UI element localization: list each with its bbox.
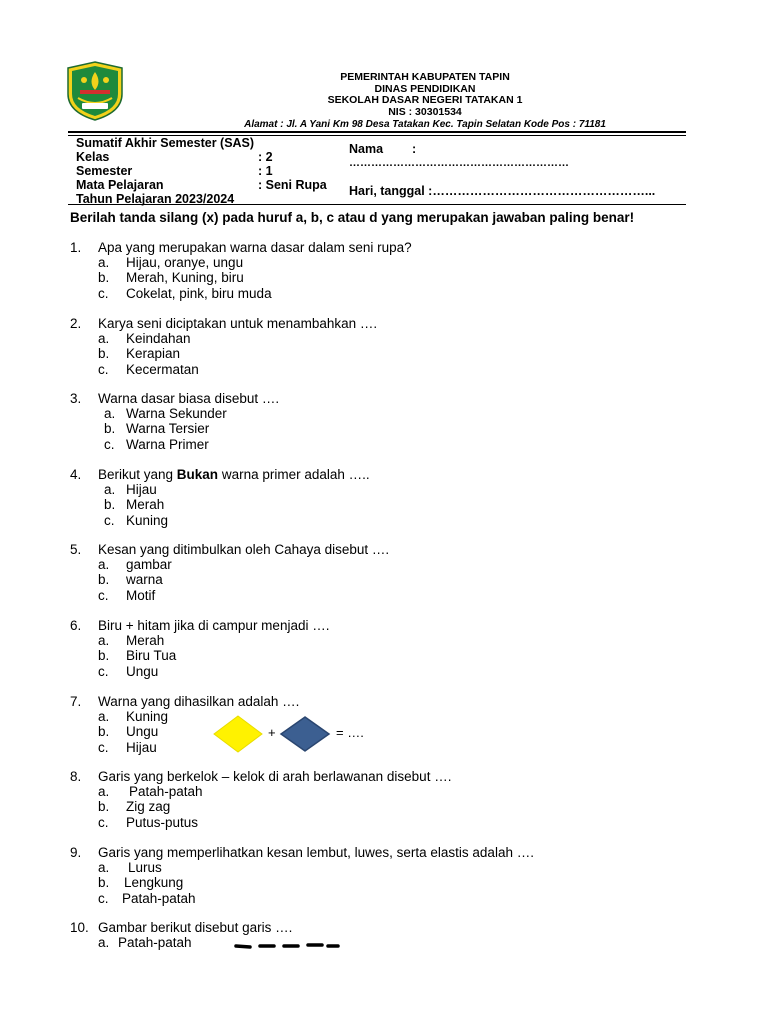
question-stem: Warna dasar biasa disebut ….: [98, 391, 280, 406]
option-a[interactable]: [70, 255, 412, 270]
option-text: Patah-patah: [129, 784, 203, 800]
option-text: Kuning: [126, 709, 169, 725]
option-text: Ungu: [126, 724, 159, 740]
option-b[interactable]: [70, 572, 389, 587]
option-letter: c.: [98, 663, 109, 679]
option-text: Patah-patah: [118, 935, 192, 951]
plus-sign: +: [268, 725, 276, 740]
option-c[interactable]: [70, 891, 534, 906]
option-text: Ungu: [126, 663, 159, 679]
option-letter: b.: [98, 572, 110, 588]
option-text: Motif: [126, 587, 156, 603]
option-text: Merah, Kuning, biru: [126, 270, 244, 286]
option-letter: c.: [104, 512, 115, 528]
info-divider: [68, 204, 686, 205]
option-letter: c.: [98, 587, 109, 603]
info-value: : Seni Rupa: [258, 178, 327, 192]
option-text: Hijau, oranye, ungu: [126, 255, 244, 271]
question-stem: Karya seni diciptakan untuk menambahkan ….: [98, 316, 378, 331]
option-letter: b.: [98, 875, 110, 891]
option-c[interactable]: [70, 362, 377, 377]
header-line-2: DINAS PENDIDIKAN: [374, 82, 476, 95]
yellow-diamond-icon: [214, 716, 262, 752]
exam-title: Sumatif Akhir Semester (SAS): [76, 136, 255, 150]
option-letter: c.: [104, 436, 115, 452]
option-letter: a.: [104, 406, 116, 422]
option-b[interactable]: [70, 497, 370, 512]
question-3: [70, 391, 279, 452]
question-stem: Kesan yang ditimbulkan oleh Cahaya disebut ….: [98, 542, 390, 557]
option-b[interactable]: [70, 875, 534, 890]
option-text: Kuning: [126, 512, 169, 528]
exam-info: [76, 136, 327, 206]
option-letter: a.: [98, 331, 110, 347]
option-text: Cokelat, pink, biru muda: [126, 285, 272, 301]
option-text: warna: [126, 572, 163, 588]
question-stem: Garis yang berkelok – kelok di arah berlawanan disebut ….: [98, 769, 452, 784]
letterhead: [170, 72, 680, 131]
option-text: Patah-patah: [122, 890, 196, 906]
dashed-line-figure: [234, 940, 342, 952]
option-letter: a.: [98, 784, 110, 800]
option-c[interactable]: [70, 588, 389, 603]
option-text: Hijau: [126, 482, 157, 498]
option-b[interactable]: [70, 421, 279, 436]
info-label: Tahun Pelajaran 2023/2024: [76, 192, 235, 206]
option-text: Zig zag: [126, 799, 171, 815]
header-line-3: SEKOLAH DASAR NEGERI TATAKAN 1: [327, 94, 523, 106]
info-row-kelas: [76, 150, 273, 164]
nama-colon: :: [412, 142, 417, 156]
option-letter: b.: [98, 346, 110, 362]
nama-fill-line[interactable]: ……………………………………………………: [349, 157, 569, 169]
info-row-semester: [76, 164, 273, 178]
question-9: [70, 845, 534, 906]
option-letter: c.: [98, 890, 109, 906]
option-letter: c.: [98, 361, 109, 377]
option-letter: a.: [104, 482, 116, 498]
option-c[interactable]: [70, 815, 451, 830]
question-number: 8.: [70, 769, 82, 784]
option-letter: a.: [98, 255, 110, 271]
option-letter: b.: [98, 648, 110, 664]
info-label: Semester: [76, 164, 133, 178]
option-c[interactable]: [70, 513, 370, 528]
option-text: Warna Sekunder: [126, 406, 227, 422]
option-letter: a.: [98, 633, 110, 649]
question-stem-post: warna primer adalah …..: [218, 467, 370, 482]
option-letter: a.: [98, 709, 110, 725]
option-a[interactable]: [70, 482, 370, 497]
option-letter: b.: [98, 799, 110, 815]
question-number: 9.: [70, 845, 82, 860]
option-a[interactable]: [70, 784, 451, 799]
option-text: Merah: [126, 633, 165, 649]
header-address: Alamat : Jl. A Yani Km 98 Desa Tatakan Kec. Tapin Selatan Kode Pos : 71181: [244, 119, 606, 130]
option-c[interactable]: [70, 286, 412, 301]
info-row-mata-pelajaran: [76, 178, 327, 192]
question-1: [70, 240, 412, 301]
option-text: Putus-putus: [126, 814, 199, 830]
regency-emblem-icon: [64, 60, 126, 122]
option-text: Lengkung: [124, 875, 184, 891]
option-text: Merah: [126, 497, 165, 513]
option-c[interactable]: [70, 437, 279, 452]
nama-label: Nama: [349, 142, 384, 156]
option-text: Kecermatan: [126, 361, 199, 377]
question-6: [70, 618, 329, 679]
question-number: 1.: [70, 240, 82, 255]
question-number: 4.: [70, 467, 82, 482]
option-text: Kerapian: [126, 346, 181, 362]
option-b[interactable]: [70, 799, 451, 814]
option-letter: a.: [98, 935, 110, 951]
option-text: Lurus: [128, 860, 162, 876]
option-letter: a.: [98, 860, 110, 876]
option-letter: a.: [98, 557, 110, 573]
blue-diamond-icon: [281, 717, 329, 751]
question-stem-bold: Bukan: [176, 467, 219, 482]
question-stem: Apa yang merupakan warna dasar dalam seni rupa?: [98, 240, 412, 255]
equals-blank: = ….: [336, 725, 364, 740]
option-letter: b.: [98, 724, 110, 740]
option-c[interactable]: [70, 664, 329, 679]
instruction-text: Berilah tanda silang (x) pada huruf a, b, c atau d yang merupakan jawaban paling benar!: [70, 210, 635, 225]
question-2: [70, 316, 377, 377]
option-letter: c.: [98, 814, 109, 830]
info-label: Kelas: [76, 150, 110, 164]
dash-1: [236, 946, 250, 947]
option-b[interactable]: [70, 648, 329, 663]
header-line-4: NIS : 30301534: [388, 105, 462, 118]
question-8: [70, 769, 451, 830]
info-value: : 2: [258, 150, 273, 164]
question-stem: Gambar berikut disebut garis ….: [98, 920, 293, 935]
info-value: : 1: [258, 164, 273, 178]
option-letter: b.: [98, 270, 110, 286]
nama-field[interactable]: [349, 142, 417, 156]
option-text: Biru Tua: [126, 648, 177, 664]
option-letter: b.: [104, 497, 116, 513]
question-number: 2.: [70, 316, 82, 331]
hari-tanggal-field[interactable]: Hari, tanggal :……………………………………………...: [349, 184, 656, 198]
option-a[interactable]: [70, 406, 279, 421]
option-a[interactable]: [70, 331, 377, 346]
question-number: 10.: [70, 920, 89, 935]
option-a[interactable]: [70, 557, 389, 572]
option-a[interactable]: [70, 860, 534, 875]
color-mix-figure: [212, 714, 390, 754]
question-number: 6.: [70, 618, 82, 633]
question-number: 3.: [70, 391, 82, 406]
option-letter: b.: [104, 421, 116, 437]
option-text: Warna Primer: [126, 436, 209, 452]
option-text: Hijau: [126, 739, 157, 755]
option-b[interactable]: [70, 270, 412, 285]
question-stem: Biru + hitam jika di campur menjadi ….: [98, 618, 330, 633]
option-b[interactable]: [70, 346, 377, 361]
question-4: [70, 467, 370, 528]
option-text: gambar: [126, 557, 172, 573]
question-stem-pre: Berikut yang: [98, 467, 177, 482]
question-5: [70, 542, 389, 603]
question-number: 7.: [70, 694, 82, 709]
question-stem: Warna yang dihasilkan adalah ….: [98, 694, 300, 709]
info-label: Mata Pelajaran: [76, 178, 164, 192]
question-number: 5.: [70, 542, 82, 557]
option-a[interactable]: [70, 633, 329, 648]
option-letter: c.: [98, 285, 109, 301]
option-text: Warna Tersier: [126, 421, 210, 437]
question-stem: Garis yang memperlihatkan kesan lembut, luwes, serta elastis adalah ….: [98, 845, 534, 860]
option-text: Keindahan: [126, 331, 191, 347]
header-line-1: PEMERINTAH KABUPATEN TAPIN: [340, 71, 510, 83]
option-letter: c.: [98, 739, 109, 755]
header-divider-thick: [68, 131, 686, 133]
